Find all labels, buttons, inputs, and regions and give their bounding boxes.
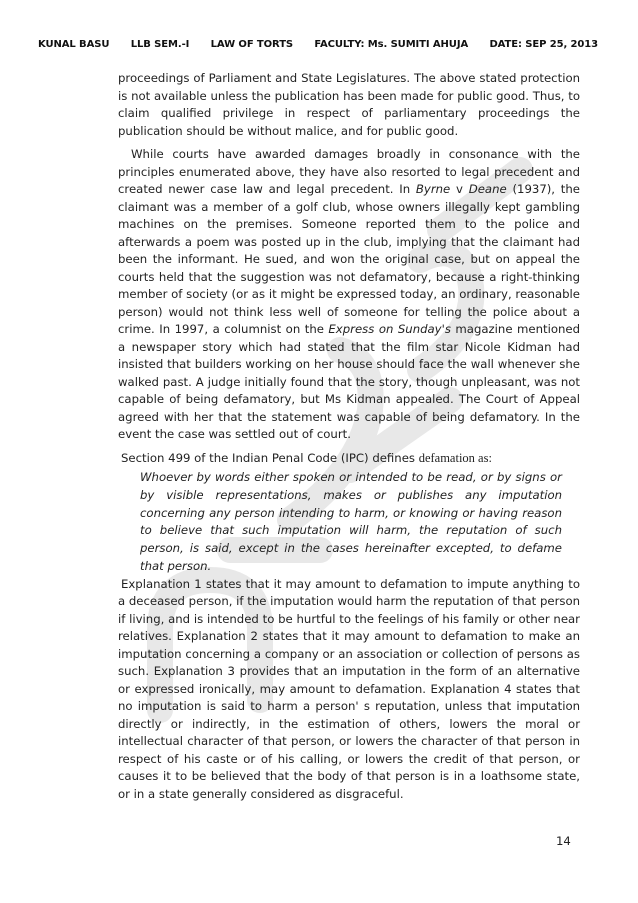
case-law-text-2: (1937), the claimant was a member of a golf club, whose owners illegally kept gambling machines on the premises. Someone reported them to the police and afterwards a poem was posted up in the club, implying that the claimant had been the informant. He sued, and won the original case, but on appeal the courts held that the suggestion was not defamatory, because a right-thinking member of society (or as it might be expressed today, an ordinary, reasonable person) would not think less well of someone for telling the police about a crime. In 1997, a columnist on the <box>118 182 580 336</box>
header-author: KUNAL BASU <box>38 39 110 50</box>
versus-text: v <box>450 182 469 196</box>
case-law-text-1: While courts have awarded damages broadly in consonance with the principles enumerated above, they have also resorted to legal precedent and created newer case law and legal precedent. In <box>118 147 580 196</box>
section-intro-end: defamation as: <box>418 450 492 465</box>
header-semester: LLB SEM.-I <box>130 39 190 50</box>
paragraph-case-law <box>118 146 580 444</box>
case-name-deane: Deane <box>468 182 507 196</box>
page-header <box>38 39 598 50</box>
page-number: 14 <box>556 834 571 848</box>
ipc-definition-quote: Whoever by words either spoken or intended to be read, or by signs or by visible representations, makes or publishes any imputation concerning any person intending to harm, or knowing or having reason to believe that such imputation will harm, the reputation of such person, is said, except in the cases hereinafter excepted, to defame that person. <box>140 470 562 573</box>
case-law-text-3: magazine mentioned a newspaper story which had stated that the film star Nicole Kidman had insisted that builders working on her house should face the wall whenever she walked past. A judge initially found that the story, though unpleasant, was not capable of being defamatory, but Ms Kidman appealed. The Court of Appeal agreed with her that the statement was capable of being defamatory. In the event the case was settled out of court. <box>118 322 580 441</box>
section-499-intro <box>118 450 580 468</box>
header-subject: LAW OF TORTS <box>210 39 294 50</box>
section-intro-text: Section 499 of the Indian Penal Code (IPC) defines <box>121 450 419 465</box>
header-date: DATE: SEP 25, 2013 <box>489 39 598 50</box>
case-name-byrne: Byrne <box>415 182 451 196</box>
paragraph-explanations: Explanation 1 states that it may amount to defamation to impute anything to a deceased person, if the imputation would harm the reputation of that person if living, and is intended to be hurtful to the feelings of his family or other near relatives. Explanation 2 states that it may amount to defamation to make an imputation concerning a company or an association or collection of persons as such. Explanation 3 provides that an imputation in the form of an alternative or expressed ironically, may amount to defamation. Explanation 4 states that no imputation is said to harm a person' s reputation, unless that imputation directly or indirectly, in the estimation of others, lowers the moral or intellectual character of that person, or lowers the character of that person in respect of his caste or of his calling, or lowers the credit of that person, or causes it to be believed that the body of that person is in a loathsome state, or in a state generally considered as disgraceful. <box>118 576 581 801</box>
publication-name: Express on Sunday's <box>328 322 451 336</box>
paragraph-privilege: proceedings of Parliament and State Legislatures. The above stated protection is not available unless the publication has been made for public good. Thus, to claim qualified privilege in respect of parliamentary proceedings the publication should be without malice, and for public good. <box>118 71 580 138</box>
header-faculty: FACULTY: Ms. SUMITI AHUJA <box>314 39 469 50</box>
document-body <box>118 70 580 803</box>
